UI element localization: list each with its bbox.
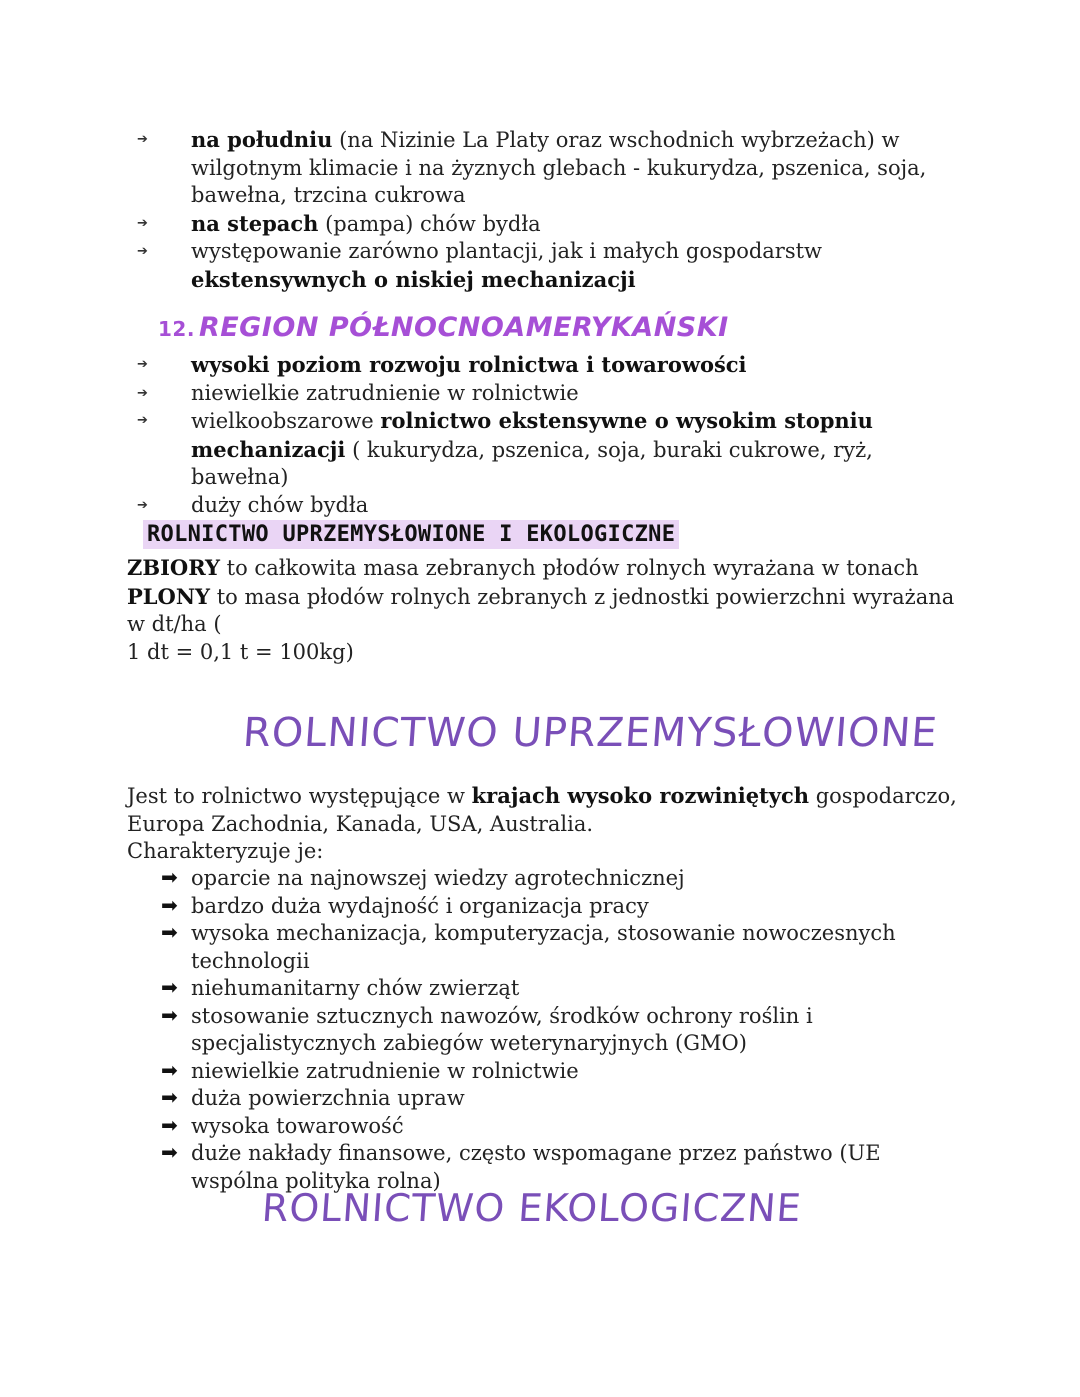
item-text: bardzo duża wydajność i organizacja pracy [191,893,649,918]
item-bold: rolnictwo ekstensywne o wysokim stopniu mechanizacji [191,408,873,462]
term: PLONY [127,583,211,609]
arrow-icon: ➡ [161,1112,178,1137]
ecological-heading: ROLNICTWO EKOLOGICZNE [260,1186,804,1230]
item-text: oparcie na najnowszej wiedzy agrotechnicznej [191,866,685,890]
definitions [127,554,957,666]
list-item [127,210,957,239]
item-text: duża powierzchnia upraw [191,1086,465,1110]
list-item [127,407,957,492]
item-text: wysoka towarowość [191,1113,404,1138]
industrial-heading: ROLNICTWO UPRZEMYSŁOWIONE [241,710,940,756]
industrial-list [127,865,957,1195]
south-america-list [127,126,957,294]
region-number: 12. [158,317,195,341]
arrow-icon: ➔ [137,132,148,147]
arrow-icon: ➡ [161,1002,178,1027]
item-text: niewielkie zatrudnienie w rolnictwie [191,1058,579,1083]
region-list [127,351,957,519]
intro-text: gospodarczo, Europa Zachodnia, Kanada, USA, Australia. [127,784,957,836]
item-bold: na stepach [191,210,319,236]
item-text: występowanie zarówno plantacji, jak i małych gospodarstw [191,239,823,263]
intro-text: Jest to rolnictwo występujące w [127,784,472,808]
list-item [127,351,957,380]
arrow-icon: ➡ [161,1057,178,1082]
arrow-icon: ➡ [161,975,178,999]
item-text: (pampa) chów bydła [318,211,541,236]
arrow-icon: ➔ [137,215,148,231]
list-item [127,865,957,893]
list-item [127,380,957,408]
region-title-text: REGION PÓŁNOCNOAMERYKAŃSKI [198,312,729,343]
list-item [127,1085,957,1113]
definition-text: to masa płodów rolnych zebranych z jednostki powierzchni wyrażana w dt/ha ( [127,584,955,636]
intro-bold: krajach wysoko rozwiniętych [471,783,810,808]
arrow-icon: ➡ [161,865,178,889]
definition-text: to całkowita masa zebranych płodów rolnych wyrażana w tonach [220,556,919,580]
item-text: wysoka mechanizacja, komputeryzacja, stosowanie nowoczesnych technologii [191,921,896,973]
intro-paragraph [127,782,957,838]
item-text: ( kukurydza, pszenica, soja, buraki cukrowe, ryż, bawełna) [191,437,873,489]
list-item [127,975,957,1003]
term: ZBIORY [127,555,220,580]
arrow-icon: ➔ [137,497,148,513]
list-item [127,1113,957,1141]
arrow-icon: ➡ [161,1140,178,1164]
region-title [158,312,729,343]
list-item [127,238,957,294]
arrow-icon: ➔ [137,357,148,372]
arrow-icon: ➡ [161,892,178,917]
arrow-icon: ➔ [137,385,148,401]
unit-note: 1 dt = 0,1 t = 100kg) [127,639,354,664]
item-bold: ekstensywnych o niskiej mechanizacji [191,266,636,292]
item-bold: wysoki poziom rozwoju rolnictwa i towarowości [191,352,747,377]
section-title: ROLNICTWO UPRZEMYSŁOWIONE I EKOLOGICZNE [143,520,679,549]
zbiory-definition [127,554,957,583]
item-text: niewielkie zatrudnienie w rolnictwie [191,380,579,405]
item-text: duże nakłady finansowe, często wspomagane przez państwo (UE wspólna polityka rolna) [191,1141,881,1193]
arrow-icon: ➡ [161,1085,178,1109]
item-text: niehumanitarny chów zwierząt [191,976,520,1000]
item-bold: na południu [191,127,333,152]
item-text: (na Nizinie La Platy oraz wschodnich wybrzeżach) w wilgotnym klimacie i na żyznych glebach - kukurydza, pszenica, soja, bawełna, trzcina cukrowa [191,128,927,207]
arrow-icon: ➔ [137,413,148,428]
arrow-icon: ➔ [137,244,148,259]
item-text: wielkoobszarowe [191,409,381,433]
characteristics-label: Charakteryzuje je: [127,839,324,863]
list-item [127,893,957,921]
list-item [127,920,957,975]
list-item [127,1003,957,1058]
list-item [127,126,957,210]
item-text: stosowanie sztucznych nawozów, środków ochrony roślin i specjalistycznych zabiegów weterynaryjnych (GMO) [191,1003,813,1055]
industrial-intro [127,782,957,866]
list-item [127,492,957,520]
item-text: duży chów bydła [191,492,369,517]
plony-definition [127,583,957,639]
list-item [127,1058,957,1086]
arrow-icon: ➡ [161,920,178,944]
